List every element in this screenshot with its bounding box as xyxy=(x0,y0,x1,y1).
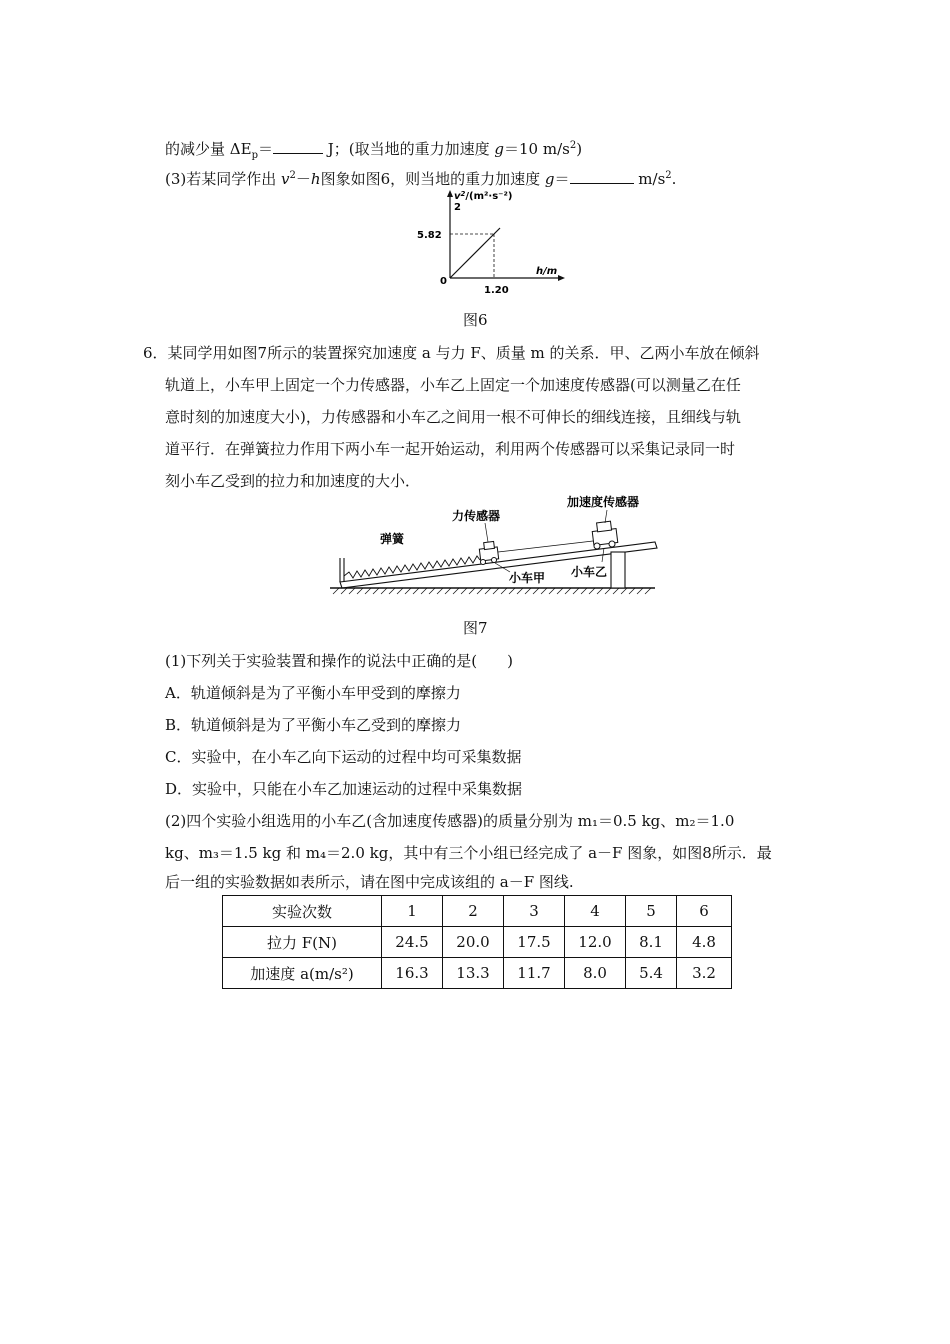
label-cart-b: 小车乙 xyxy=(571,565,608,579)
leader-accel-sensor xyxy=(605,510,607,523)
sub2-line: 后一组的实验数据如表所示，请在图中完成该组的 a－F 图线. xyxy=(165,873,574,891)
x-axis-arrow xyxy=(558,275,565,281)
table-row xyxy=(223,958,732,989)
sub2-line: kg、m₃＝1.5 kg 和 m₄＝2.0 kg，其中有三个小组已经完成了 a－F 图象，如图8所示．最 xyxy=(165,844,772,862)
ground-hatching xyxy=(333,588,651,594)
q6-line: 意时刻的加速度大小)，力传感器和小车乙之间用一根不可伸长的细线连接，且细线与轨 xyxy=(165,408,741,426)
table-cell: 20.0 xyxy=(443,927,504,958)
symbol-h: h xyxy=(310,170,321,188)
option-a[interactable]: A．轨道倾斜是为了平衡小车甲受到的摩擦力 xyxy=(165,684,461,702)
support-post xyxy=(611,552,625,588)
table-cell: 8.1 xyxy=(626,927,677,958)
y-axis-arrow xyxy=(447,190,453,197)
q6-line: 刻小车乙受到的拉力和加速度的大小． xyxy=(165,472,421,490)
line-sub3 xyxy=(165,166,676,189)
sub2-line: (2)四个实验小组选用的小车乙(含加速度传感器)的质量分别为 m₁＝0.5 kg、m₂＝1.0 xyxy=(165,812,735,830)
symbol-v: v xyxy=(281,170,290,188)
header-cell: 5 xyxy=(626,896,677,927)
q6-line: 6．某同学用如图7所示的装置探究加速度 a 与力 F、质量 m 的关系．甲、乙两小车放在倾斜 xyxy=(143,344,760,362)
row-label: 拉力 F(N) xyxy=(223,927,382,958)
x-axis-label: h/m xyxy=(536,266,558,277)
option-d[interactable]: D．实验中，只能在小车乙加速运动的过程中采集数据 xyxy=(165,780,523,798)
figure-7-caption: 图7 xyxy=(463,619,488,637)
superscript: 2 xyxy=(289,170,296,181)
table-row xyxy=(223,896,732,927)
table-cell: 4.8 xyxy=(677,927,732,958)
header-cell: 3 xyxy=(504,896,565,927)
superscript: 2 xyxy=(665,170,672,181)
header-cell: 1 xyxy=(382,896,443,927)
y-axis-label: $v^2/(m^2\cdot s^{-2})$ xyxy=(454,190,513,202)
figure-6-graph xyxy=(400,190,570,300)
stem: (1)下列关于实验装置和操作的说法中正确的是( ) xyxy=(165,652,513,670)
header-cell: 2 xyxy=(443,896,504,927)
subscript: p xyxy=(251,150,258,161)
text: m/s xyxy=(633,170,666,188)
table-cell: 24.5 xyxy=(382,927,443,958)
table-cell: 12.0 xyxy=(565,927,626,958)
figure-7-apparatus xyxy=(325,490,665,605)
header-cell: 实验次数 xyxy=(223,896,382,927)
y-axis-label-extra: 2 xyxy=(454,202,461,213)
text: 图象如图6，则当地的重力加速度 xyxy=(320,170,545,188)
symbol-g: g xyxy=(494,140,504,158)
table-cell: 11.7 xyxy=(504,958,565,989)
text: ) xyxy=(576,140,583,158)
cart-b xyxy=(592,521,618,549)
leader-force-sensor xyxy=(485,523,488,542)
text: J；(取当地的重力加速度 xyxy=(322,140,495,158)
text: . xyxy=(671,170,677,188)
table-cell: 8.0 xyxy=(565,958,626,989)
origin-label: 0 xyxy=(440,276,447,287)
answer-blank[interactable] xyxy=(570,168,634,184)
cart-a xyxy=(479,541,498,564)
row-label: 加速度 a(m/s²) xyxy=(223,958,382,989)
table-cell: 16.3 xyxy=(382,958,443,989)
q6-line: 轨道上，小车甲上固定一个力传感器，小车乙上固定一个加速度传感器(可以测量乙在任 xyxy=(165,376,741,394)
x-tick-label: 1.20 xyxy=(484,285,509,296)
figure-6-caption: 图6 xyxy=(463,311,488,329)
superscript: 2 xyxy=(569,140,577,151)
option-b[interactable]: B．轨道倾斜是为了平衡小车乙受到的摩擦力 xyxy=(165,716,462,734)
data-table xyxy=(222,895,732,989)
text: ＝ xyxy=(257,140,273,158)
table-cell: 5.4 xyxy=(626,958,677,989)
text: ＝ xyxy=(554,170,570,188)
table-cell: 3.2 xyxy=(677,958,732,989)
y-tick-label: 5.82 xyxy=(417,230,442,241)
label-cart-a: 小车甲 xyxy=(509,571,546,585)
line-energy-decrease xyxy=(165,136,582,166)
option-c[interactable]: C．实验中，在小车乙向下运动的过程中均可采集数据 xyxy=(165,748,522,766)
label-spring: 弹簧 xyxy=(380,532,405,546)
string xyxy=(498,541,593,552)
answer-blank[interactable] xyxy=(273,138,323,154)
q6-line: 道平行．在弹簧拉力作用下两小车一起开始运动，利用两个传感器可以采集记录同一时 xyxy=(165,440,736,458)
header-cell: 6 xyxy=(677,896,732,927)
header-cell: 4 xyxy=(565,896,626,927)
graph-line xyxy=(450,228,500,278)
text: － xyxy=(295,170,311,188)
label-accel-sensor: 加速度传感器 xyxy=(567,495,640,509)
table-cell: 17.5 xyxy=(504,927,565,958)
symbol-g: g xyxy=(544,170,555,188)
text: ＝10 m/s xyxy=(504,140,570,158)
text: (3)若某同学作出 xyxy=(165,170,282,188)
table-row xyxy=(223,927,732,958)
label-force-sensor: 力传感器 xyxy=(452,509,501,523)
table-cell: 13.3 xyxy=(443,958,504,989)
text: 的减少量 ΔE xyxy=(165,140,252,158)
